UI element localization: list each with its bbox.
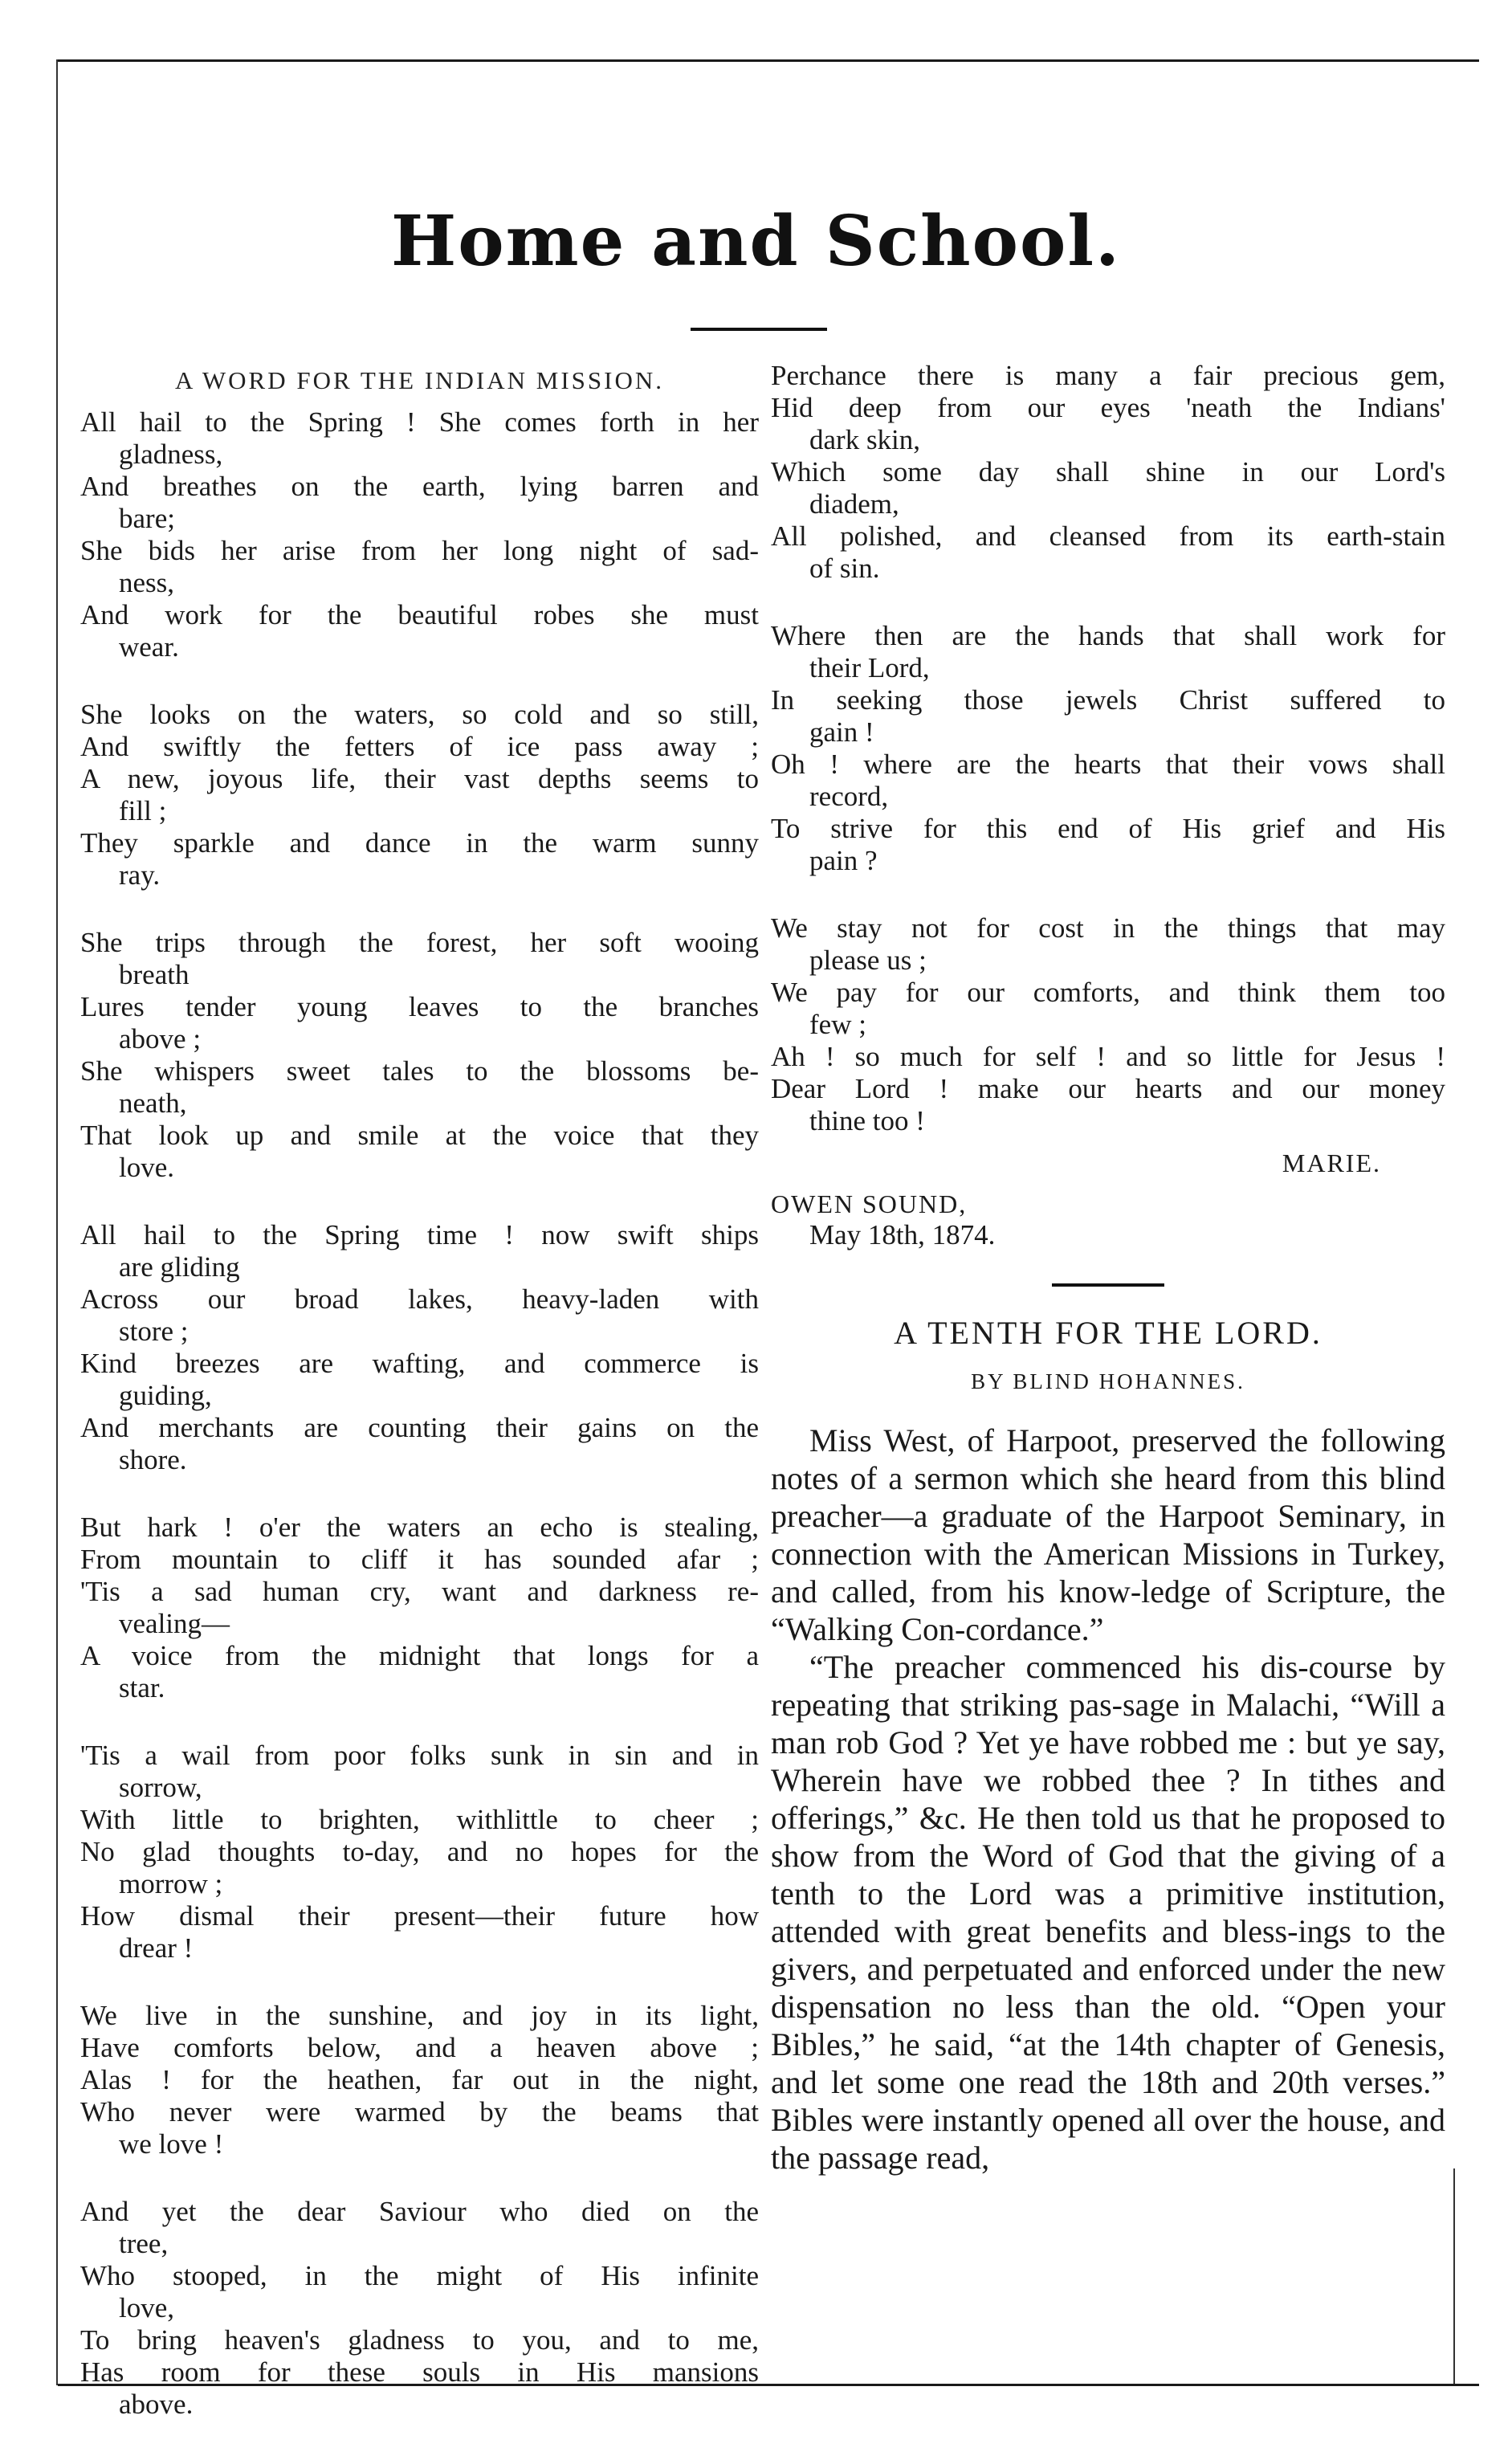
poem-line: of sin. [809, 553, 880, 584]
left-border-rule [56, 59, 58, 2385]
poem-line: Alas ! for the heathen, far out in the night, [80, 2064, 759, 2095]
article-title: A TENTH FOR THE LORD. [894, 1315, 1322, 1351]
poem-line: 'Tis a sad human cry, want and darkness re- [80, 1576, 759, 1607]
poem-line: love, [119, 2292, 175, 2323]
poem-line: few ; [809, 1009, 866, 1040]
poem-line: please us ; [809, 944, 927, 976]
article-body [771, 1422, 1445, 2177]
poem-line: thine too ! [809, 1105, 925, 1136]
poem-line: No glad thoughts to-day, and no hopes for the [80, 1836, 759, 1867]
poem-line: But hark ! o'er the waters an echo is stealing, [80, 1512, 759, 1543]
poem-line: With little to brighten, withlittle to cheer ; [80, 1804, 759, 1835]
poem-line: All hail to the Spring time ! now swift ships [80, 1219, 759, 1250]
poem-signature: MARIE. [1282, 1148, 1381, 1177]
poem-line: sorrow, [119, 1772, 202, 1803]
poem-stanzas-right [771, 360, 1445, 1137]
poem-line: guiding, [119, 1380, 212, 1411]
poem-line: are gliding [119, 1251, 240, 1283]
section-divider [1052, 1283, 1164, 1287]
poem-stanza [80, 1740, 759, 1964]
poem-line: above. [119, 2389, 194, 2420]
poem-line: Lures tender young leaves to the branches [80, 991, 759, 1022]
poem-line: dark skin, [809, 424, 921, 455]
poem-line: She whispers sweet tales to the blossoms be- [80, 1055, 759, 1087]
poem-line: Have comforts below, and a heaven above ; [80, 2032, 759, 2063]
poem-line: Across our broad lakes, heavy-laden with [80, 1283, 759, 1315]
poem-line: shore. [119, 1444, 187, 1475]
article-paragraph: “The preacher commenced his dis-course by repeating that striking pas-sage in Malachi, “Will a man rob God ? Yet ye have robbed me : but ye say, Wherein have we robbed thee ? In tithes and offerings,” &c. He then told us that he proposed to show from the Word of God that the giving of a tenth to the Lord was a primitive institution, attended with great benefits and bless-ings to the givers, and perpetuated and enforced under the new dispensation no less than the old. “Open your Bibles,” he said, “at the 14th chapter of Genesis, and let some one read the 18th and 20th verses.” Bibles were instantly opened all over the house, and the passage read, [771, 1649, 1445, 2176]
poem-line: pain ? [809, 845, 878, 876]
poem-line: All polished, and cleansed from its earth-stain [771, 520, 1445, 552]
masthead-title: Home and School. [391, 201, 1121, 282]
poem-line: She bids her arise from her long night of sad- [80, 535, 759, 566]
poem-line: How dismal their present—their future how [80, 1900, 759, 1932]
poem-line: gladness, [119, 439, 223, 470]
poem-line: We stay not for cost in the things that may [771, 912, 1445, 944]
top-border-rule [58, 59, 1479, 62]
poem-line: tree, [119, 2228, 169, 2259]
poem-stanza [80, 1219, 759, 1476]
right-column [771, 360, 1445, 2177]
poem-stanza [80, 2196, 759, 2421]
poem-line: And yet the dear Saviour who died on the [80, 2196, 759, 2227]
poem-line: Kind breezes are wafting, and commerce is [80, 1348, 759, 1379]
poem-line: And breathes on the earth, lying barren and [80, 471, 759, 502]
poem-line: Has room for these souls in His mansions [80, 2356, 759, 2388]
poem-line: She looks on the waters, so cold and so still, [80, 699, 759, 730]
poem-line: record, [809, 781, 889, 812]
poem-line: That look up and smile at the voice that they [80, 1120, 759, 1151]
poem-line: And work for the beautiful robes she must [80, 599, 759, 630]
poem-line: ray. [119, 859, 161, 891]
poem-line: their Lord, [809, 652, 930, 683]
poem-line: love. [119, 1152, 175, 1183]
poem-line: star. [119, 1672, 165, 1703]
poem-stanza [80, 406, 759, 663]
poem-line: All hail to the Spring ! She comes forth in her [80, 406, 759, 438]
poem-line: Perchance there is many a fair precious gem, [771, 360, 1445, 391]
poem-line: A voice from the midnight that longs for a [80, 1640, 759, 1671]
poem-stanza [80, 927, 759, 1184]
poem-stanza [80, 2000, 759, 2160]
article-byline: BY BLIND HOHANNES. [971, 1369, 1245, 1393]
poem-line: wear. [119, 631, 179, 663]
poem-line: And swiftly the fetters of ice pass away ; [80, 731, 759, 762]
poem-line: drear ! [119, 1932, 194, 1964]
article-paragraph: Miss West, of Harpoot, preserved the following notes of a sermon which she heard from this blind preacher—a graduate of the Harpoot Seminary, in connection with the American Missions in Turkey, and called, from his know-ledge of Scripture, the “Walking Con-cordance.” [771, 1422, 1445, 1647]
poem-line: Who stooped, in the might of His infinite [80, 2260, 759, 2291]
poem-line: 'Tis a wail from poor folks sunk in sin and in [80, 1740, 759, 1771]
poem-line: We pay for our comforts, and think them too [771, 977, 1445, 1008]
poem-line: Oh ! where are the hearts that their vows shall [771, 749, 1445, 780]
poem-place: OWEN SOUND, [771, 1189, 968, 1218]
poem-line: fill ; [119, 795, 167, 826]
right-border-rule [1453, 2168, 1455, 2385]
poem-line: we love ! [119, 2128, 224, 2160]
poem-line: diadem, [809, 488, 899, 520]
left-column [80, 360, 759, 2456]
poem-line: Dear Lord ! make our hearts and our money [771, 1073, 1445, 1104]
poem-line: Where then are the hands that shall work for [771, 620, 1445, 651]
poem-line: Ah ! so much for self ! and so little for Jesus ! [771, 1041, 1445, 1072]
poem-line: ness, [119, 567, 175, 598]
poem-line: And merchants are counting their gains on the [80, 1412, 759, 1443]
poem-stanza [80, 699, 759, 891]
poem-line: She trips through the forest, her soft wooing [80, 927, 759, 958]
poem-stanza [771, 912, 1445, 1137]
poem-line: bare; [119, 503, 175, 534]
poem-line: breath [119, 959, 190, 990]
poem-line: vealing— [119, 1608, 230, 1639]
poem-line: above ; [119, 1023, 202, 1055]
poem-line: We live in the sunshine, and joy in its light, [80, 2000, 759, 2031]
poem-stanza [771, 620, 1445, 877]
poem-stanza [80, 1512, 759, 1704]
poem-line: To strive for this end of His grief and His [771, 813, 1445, 844]
poem-line: Who never were warmed by the beams that [80, 2096, 759, 2128]
poem-line: A new, joyous life, their vast depths seems to [80, 763, 759, 794]
poem-title: A WORD FOR THE INDIAN MISSION. [175, 366, 664, 394]
poem-line: neath, [119, 1087, 187, 1119]
poem-stanza [771, 360, 1445, 585]
poem-date: May 18th, 1874. [809, 1219, 996, 1250]
poem-line: gain ! [809, 716, 874, 748]
poem-stanzas-left [80, 406, 759, 2421]
poem-line: Hid deep from our eyes 'neath the Indians' [771, 392, 1445, 423]
masthead-divider [691, 328, 827, 331]
poem-line: In seeking those jewels Christ suffered to [771, 684, 1445, 716]
poem-line: To bring heaven's gladness to you, and to me, [80, 2324, 759, 2356]
poem-line: From mountain to cliff it has sounded afar ; [80, 1544, 759, 1575]
poem-line: morrow ; [119, 1868, 223, 1899]
poem-line: store ; [119, 1316, 189, 1347]
poem-line: They sparkle and dance in the warm sunny [80, 827, 759, 859]
poem-line: Which some day shall shine in our Lord's [771, 456, 1445, 488]
